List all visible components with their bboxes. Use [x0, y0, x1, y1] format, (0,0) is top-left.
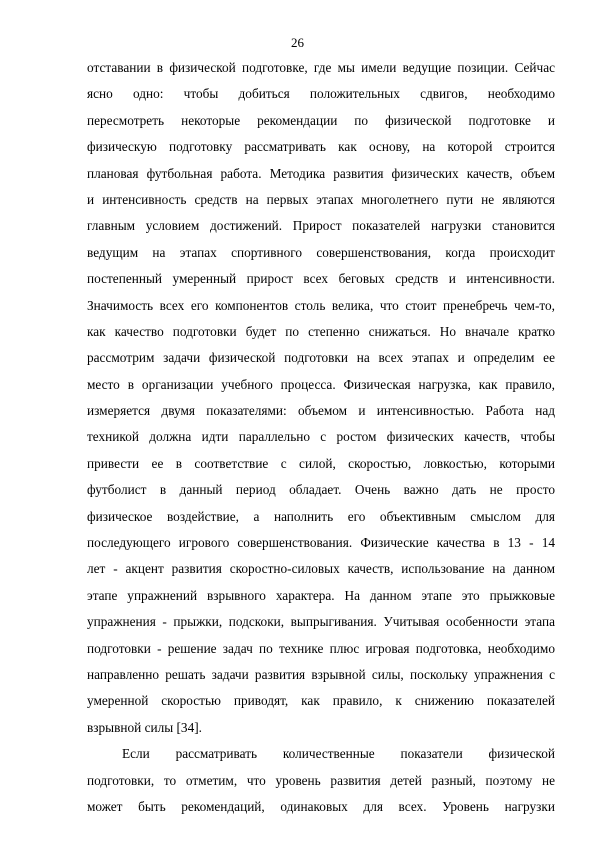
text-line: рассмотрим задачи физической подготовки на всех этапах и определим ее [87, 350, 555, 366]
text-line: подготовки - решение задач по технике плюс игровая подготовка, необходимо [87, 640, 555, 656]
text-line: техникой должна идти параллельно с ростом физических качеств, чтобы [87, 429, 555, 445]
text-line: постепенный умеренный прирост всех беговых средств и интенсивности. [87, 271, 555, 287]
text-line: направленно решать задачи развития взрывной силы, поскольку упражнения с [87, 666, 555, 682]
text-line: главным условием достижений. Прирост показателей нагрузки становится [87, 218, 555, 234]
text-line: и интенсивность средств на первых этапах многолетнего пути не являются [87, 191, 555, 207]
text-line: физическое воздействие, а наполнить его объективным смыслом для [87, 508, 555, 524]
text-line: последующего игрового совершенствования. Физические качества в 13 - 14 [87, 535, 555, 551]
text-line: футболист в данный период обладает. Очень важно дать не просто [87, 482, 555, 498]
text-line: привести ее в соответствие с силой, скоростью, ловкостью, которыми [87, 455, 555, 471]
text-line: лет - акцент развития скоростно-силовых качеств, использование на данном [87, 561, 555, 577]
text-line: отставании в физической подготовке, где мы имели ведущие позиции. Сейчас [87, 60, 555, 75]
text-line: умеренной скоростью приводят, как правило, к снижению показателей [87, 693, 555, 709]
text-line: Если рассматривать количественные показатели физической [122, 746, 555, 762]
text-line: этапе упражнений взрывного характера. На данном этапе это прыжковые [87, 587, 555, 603]
page-number: 26 [291, 35, 304, 50]
paragraph [87, 741, 555, 820]
text-line: подготовки, то отметим, что уровень развития детей разный, поэтому не [87, 772, 555, 788]
text-line: ясно одно: чтобы добиться положительных сдвигов, необходимо [87, 86, 555, 102]
text-line: Значимость всех его компонентов столь велика, что стоит пренебречь чем-то, [87, 297, 555, 313]
text-line: измеряется двумя показателями: объемом и интенсивностью. Работа над [87, 403, 555, 419]
text-line: физическую подготовку рассматривать как основу, на которой строится [87, 139, 555, 155]
text-line: пересмотреть некоторые рекомендации по физической подготовке и [87, 112, 555, 128]
text-line: может быть рекомендаций, одинаковых для всех. Уровень нагрузки [87, 798, 555, 814]
text-line: упражнения - прыжки, подскоки, выпрыгивания. Учитывая особенности этапа [87, 614, 555, 630]
text-line: ведущим на этапах спортивного совершенствования, когда происходит [87, 244, 555, 260]
text-line: взрывной силы [34]. [87, 719, 202, 735]
text-line: плановая футбольная работа. Методика развития физических качеств, объем [87, 165, 555, 181]
text-line: место в организации учебного процесса. Физическая нагрузка, как правило, [87, 376, 555, 392]
text-line: как качество подготовки будет по степенно снижаться. Но вначале кратко [87, 323, 555, 339]
paragraph [87, 55, 555, 741]
body-text [87, 55, 555, 820]
